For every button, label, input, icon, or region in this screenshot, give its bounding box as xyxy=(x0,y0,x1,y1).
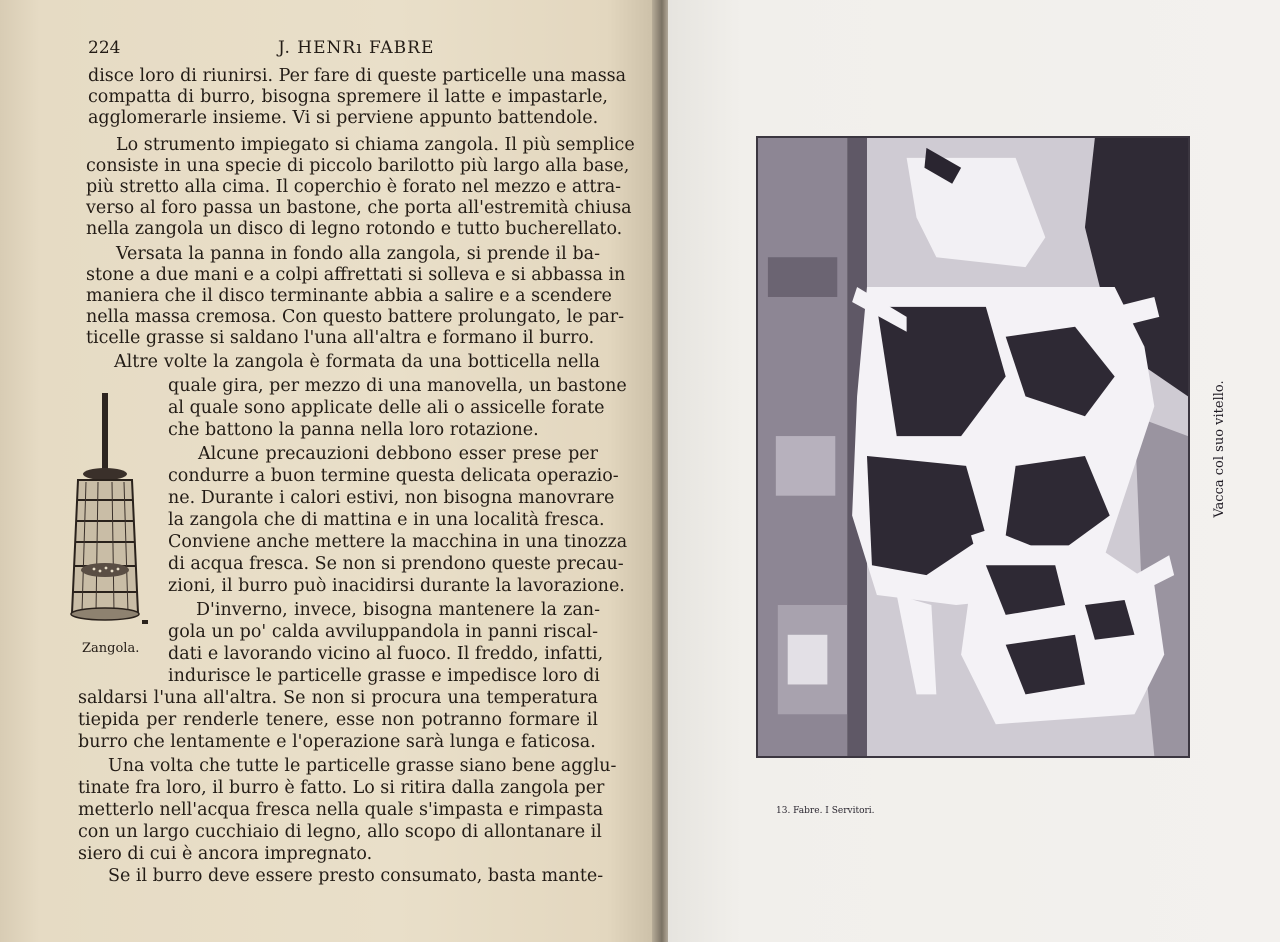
text-line: con un largo cucchiaio di legno, allo scopo di allontanare il xyxy=(78,822,602,842)
figure-caption: Zangola. xyxy=(82,641,140,656)
text-line: Conviene anche mettere la macchina in una tinozza xyxy=(168,532,628,552)
page-header xyxy=(88,38,608,62)
running-head: J. HENRı FABRE xyxy=(278,38,435,58)
text-line: verso al foro passa un bastone, che porta all'estremità chiusa xyxy=(86,198,632,218)
text-line: Lo strumento impiegato si chiama zangola. Il più semplice xyxy=(116,135,635,155)
text-line: al quale sono applicate delle ali o assicelle forate xyxy=(168,398,605,418)
text-line: D'inverno, invece, bisogna mantenere la zan- xyxy=(196,600,600,620)
text-line: ticelle grasse si saldano l'una all'altra e formano il burro. xyxy=(86,328,595,348)
text-line: che battono la panna nella loro rotazione. xyxy=(168,420,539,440)
text-line: tiepida per renderle tenere, esse non potranno formare il xyxy=(78,710,598,730)
text-line: nella zangola un disco di legno rotondo e tutto bucherellato. xyxy=(86,219,623,239)
text-line: condurre a buon termine questa delicata operazio- xyxy=(168,466,619,486)
text-line: maniera che il disco terminante abbia a salire e a scendere xyxy=(86,286,612,306)
cow-illustration xyxy=(758,138,1188,756)
text-line: agglomerarle insieme. Vi si perviene appunto battendole. xyxy=(88,108,599,128)
text-line: nella massa cremosa. Con questo battere prolungato, le par- xyxy=(86,307,625,327)
plate-caption: Vacca col suo vitello. xyxy=(1212,380,1227,518)
text-line: dati e lavorando vicino al fuoco. Il freddo, infatti, xyxy=(168,644,604,664)
text-line: burro che lentamente e l'operazione sarà lunga e faticosa. xyxy=(78,732,596,752)
text-line: tinate fra loro, il burro è fatto. Lo si ritira dalla zangola per xyxy=(78,778,605,798)
text-line: Se il burro deve essere presto consumato, basta mante- xyxy=(108,866,604,886)
text-line: saldarsi l'una all'altra. Se non si procura una temperatura xyxy=(78,688,598,708)
text-line: siero di cui è ancora impregnato. xyxy=(78,844,373,864)
text-line: di acqua fresca. Se non si prendono queste precau- xyxy=(168,554,624,574)
text-line: disce loro di riunirsi. Per fare di queste particelle una massa xyxy=(88,66,627,86)
text-line: gola un po' calda avviluppandola in panni riscal- xyxy=(168,622,598,642)
text-line: Versata la panna in fondo alla zangola, si prende il ba- xyxy=(116,244,600,264)
text-line: Alcune precauzioni debbono esser prese per xyxy=(198,444,598,464)
cow-and-calf-plate xyxy=(756,136,1190,758)
text-line: zioni, il burro può inacidirsi durante la lavorazione. xyxy=(168,576,625,596)
text-line: stone a due mani e a colpi affrettati si solleva e si abbassa in xyxy=(86,265,626,285)
text-line: quale gira, per mezzo di una manovella, un bastone xyxy=(168,376,627,396)
text-line: metterlo nell'acqua fresca nella quale s'impasta e rimpasta xyxy=(78,800,604,820)
text-line: più stretto alla cima. Il coperchio è forato nel mezzo e attra- xyxy=(86,177,622,197)
plate-footer: 13. Fabre. I Servitori. xyxy=(776,806,875,816)
page-number: 224 xyxy=(88,38,121,58)
text-line: Altre volte la zangola è formata da una botticella nella xyxy=(114,352,600,372)
text-line: la zangola che di mattina e in una località fresca. xyxy=(168,510,605,530)
text-line: ne. Durante i calori estivi, non bisogna manovrare xyxy=(168,488,615,508)
text-line: consiste in una specie di piccolo barilotto più largo alla base, xyxy=(86,156,630,176)
text-line: compatta di burro, bisogna spremere il latte e impastarle, xyxy=(88,87,608,107)
text-line: indurisce le particelle grasse e impedisce loro di xyxy=(168,666,600,686)
butter-churn-illustration xyxy=(64,388,154,633)
text-line: Una volta che tutte le particelle grasse siano bene agglu- xyxy=(108,756,617,776)
